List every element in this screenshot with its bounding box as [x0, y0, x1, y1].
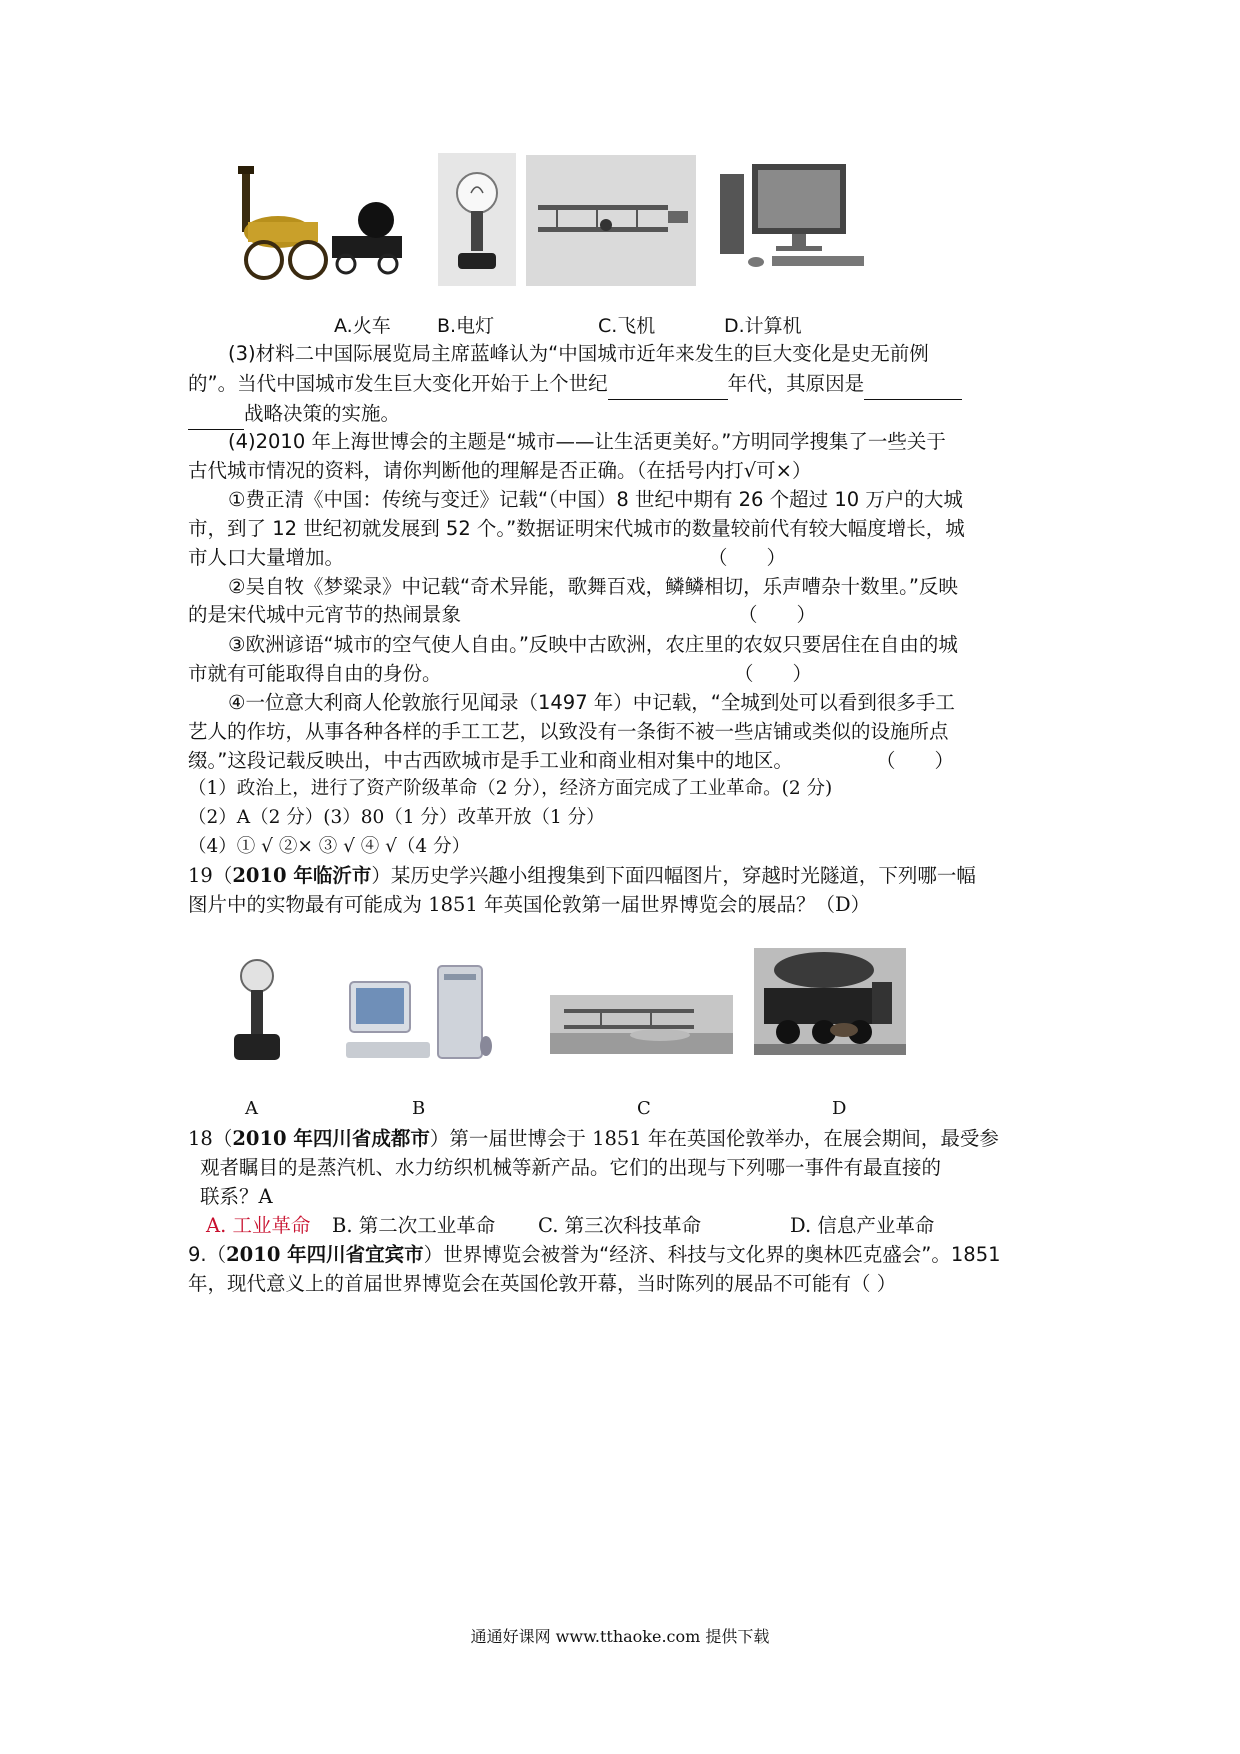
caption-a: A.火车 [334, 315, 391, 337]
answer-blank-1[interactable] [608, 377, 728, 400]
caption-d: D.计算机 [724, 315, 802, 337]
q18-line2: 观者瞩目的是蒸汽机、水力纺织机械等新产品。它们的出现与下列哪一事件有最直接的 [200, 1156, 942, 1179]
q18-option-c[interactable]: C. 第三次科技革命 [538, 1214, 702, 1237]
answer-line-3: （4）① √ ②× ③ √ ④ √（4 分） [188, 836, 471, 857]
light-bulb-image [438, 153, 516, 286]
q4-item4-line1: ④一位意大利商人伦敦旅行见闻录（1497 年）中记载，“全城到处可以看到很多手工 [228, 691, 955, 714]
judgement-paren-3[interactable]: （ ） [734, 662, 813, 685]
q3-line2 [188, 368, 1058, 400]
q4-item1-line1: ①费正清《中国：传统与变迁》记载“（中国）8 世纪中期有 26 个超过 10 万户的大城 [228, 488, 963, 511]
q4-item3-line2: 市就有可能取得自由的身份。 [188, 662, 442, 685]
q9-text: ）世界博览会被誉为“经济、科技与文化界的奥林匹克盛会”。1851 [423, 1243, 1001, 1266]
q18-number: 18（ [188, 1127, 233, 1150]
q3-line3-text: 战略决策的实施。 [244, 402, 401, 425]
q18-line3: 联系？A [200, 1185, 273, 1208]
q18-source: 2010 年四川省成都市 [232, 1127, 430, 1150]
q9-source: 2010 年四川省宜宾市 [226, 1243, 424, 1266]
q19-image-b [346, 962, 500, 1068]
answer-line-2: （2）A（2 分）(3）80（1 分）改革开放（1 分） [188, 807, 605, 828]
judgement-paren-4[interactable]: （ ） [876, 749, 955, 772]
q3-line2-b: 年代，其原因是 [727, 372, 865, 395]
caption-b: B.电灯 [437, 315, 495, 337]
q4-item4-line2: 艺人的作坊，从事各种各样的手工工艺，以致没有一条街不被一些店铺或类似的设施所点 [188, 720, 949, 743]
caption-c: C.飞机 [598, 315, 656, 337]
biplane-image [526, 155, 696, 286]
answer-blank-2[interactable] [864, 377, 962, 400]
q4-item3-line1: ③欧洲谚语“城市的空气使人自由。”反映中古欧洲，农庄里的农奴只要居住在自由的城 [228, 633, 958, 656]
q19-caption-c: C [637, 1098, 651, 1119]
q19-image-a [222, 946, 292, 1076]
q3-line1: (3)材料二中国际展览局主席蓝峰认为“中国城市近年来发生的巨大变化是史无前例 [228, 342, 929, 365]
q18-text: ）第一届世博会于 1851 年在英国伦敦举办，在展会期间，最受参 [429, 1127, 999, 1150]
computer-image [716, 152, 874, 278]
q4-line2: 古代城市情况的资料，请你判断他的理解是否正确。（在括号内打√可×） [188, 459, 812, 482]
q19-caption-a: A [245, 1098, 258, 1119]
q4-item2-line2: 的是宋代城中元宵节的热闹景象 [188, 603, 462, 626]
q18-option-d[interactable]: D. 信息产业革命 [790, 1214, 935, 1237]
q19-captions [0, 1098, 1240, 1122]
q19-image-d [754, 948, 906, 1055]
page-footer: 通通好课网 www.tthaoke.com 提供下载 [470, 1627, 770, 1646]
q19-line1 [188, 860, 1058, 892]
q4-item4-line3: 缀。”这段记载反映出，中古西欧城市是手工业和商业相对集中的地区。 [188, 749, 793, 772]
q9-line1 [188, 1239, 1058, 1271]
q19-image-c [550, 995, 733, 1054]
locomotive-image [228, 152, 412, 286]
q3-line2-a: 的”。当代中国城市发生巨大变化开始于上个世纪 [188, 372, 608, 395]
q9-number: 9.（ [188, 1243, 227, 1266]
q4-item1-line3: 市人口大量增加。 [188, 546, 345, 569]
q4-item2-line1: ②吴自牧《梦粱录》中记载“奇术异能，歌舞百戏，鳞鳞相切，乐声嘈杂十数里。”反映 [228, 575, 958, 598]
q19-line2: 图片中的实物最有可能成为 1851 年英国伦敦第一届世界博览会的展品？（D） [188, 893, 871, 916]
q19-text: ）某历史学兴趣小组搜集到下面四幅图片，穿越时光隧道，下列哪一幅 [371, 864, 976, 887]
q19-caption-d: D [832, 1098, 847, 1119]
answer-line-1: （1）政治上，进行了资产阶级革命（2 分），经济方面完成了工业革命。(2 分) [188, 778, 833, 799]
q18-option-a[interactable]: A. 工业革命 [206, 1214, 311, 1237]
top-image-captions [0, 311, 1240, 337]
q19-caption-b: B [412, 1098, 426, 1119]
judgement-paren-1[interactable]: （ ） [708, 546, 787, 569]
q18-option-b[interactable]: B. 第二次工业革命 [332, 1214, 496, 1237]
q9-line2: 年，现代意义上的首届世界博览会在英国伦敦开幕，当时陈列的展品不可能有（ ） [188, 1272, 897, 1295]
q18-line1 [188, 1123, 1058, 1155]
q19-number: 19（ [188, 864, 233, 887]
q4-line1: (4)2010 年上海世博会的主题是“城市——让生活更美好。”方明同学搜集了一些关于 [228, 430, 946, 453]
judgement-paren-2[interactable]: （ ） [738, 603, 817, 626]
q4-item1-line2: 市，到了 12 世纪初就发展到 52 个。”数据证明宋代城市的数量较前代有较大幅度增长，城 [188, 517, 965, 540]
q19-source: 2010 年临沂市 [232, 864, 372, 887]
